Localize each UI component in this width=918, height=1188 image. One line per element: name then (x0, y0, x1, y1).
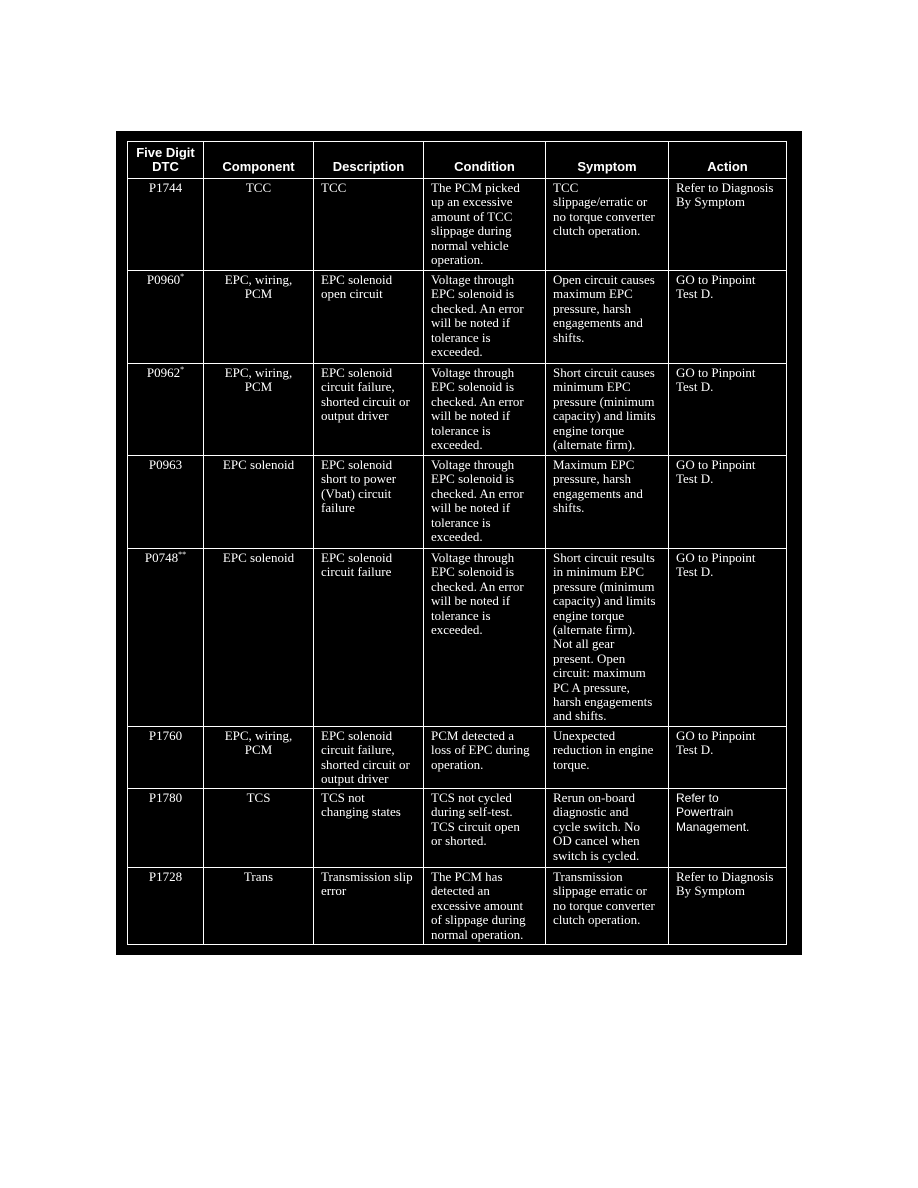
symptom-cell (546, 727, 669, 789)
component-cell (204, 364, 314, 456)
dtc-footnote-mark: * (180, 365, 185, 374)
dtc-code-cell (128, 789, 204, 868)
component-cell (204, 179, 314, 271)
dtc-code: P1760 (148, 728, 183, 743)
component-cell (204, 271, 314, 364)
condition-cell (424, 364, 546, 456)
condition-cell (424, 271, 546, 364)
component-cell-text: EPC solenoid (222, 457, 295, 472)
description-cell (314, 789, 424, 868)
condition-cell (424, 549, 546, 727)
symptom-cell (546, 364, 669, 456)
table-row (128, 271, 787, 364)
description-cell-text: Transmission slip error (321, 869, 413, 899)
component-cell-text: TCS (246, 790, 271, 805)
dtc-code: P0963 (148, 457, 183, 472)
table-row (128, 456, 787, 549)
description-cell-text: TCC (321, 180, 347, 195)
dtc-code-cell (128, 179, 204, 271)
dtc-table-body (128, 179, 787, 945)
description-cell-text: EPC solenoid circuit failure, shorted circuit or output driver (321, 365, 410, 424)
condition-cell-text: Voltage through EPC solenoid is checked. An error will be noted if tolerance is exceeded. (431, 457, 524, 545)
condition-cell (424, 789, 546, 868)
action-cell (669, 549, 787, 727)
header-row (128, 142, 787, 179)
symptom-cell (546, 549, 669, 727)
table-row (128, 364, 787, 456)
component-cell (204, 549, 314, 727)
action-cell (669, 364, 787, 456)
header-component: Component (204, 142, 314, 179)
condition-cell (424, 179, 546, 271)
description-cell (314, 271, 424, 364)
description-cell (314, 868, 424, 945)
dtc-code: P1780 (148, 790, 183, 805)
component-cell-text: TCC (245, 180, 272, 195)
component-cell (204, 727, 314, 789)
table-row (128, 549, 787, 727)
dtc-code-cell (128, 364, 204, 456)
dtc-code: P0960 (146, 272, 181, 287)
dtc-code-cell (128, 549, 204, 727)
table-row (128, 727, 787, 789)
action-cell-text: GO to Pinpoint Test D. (676, 457, 756, 487)
symptom-cell-text: Open circuit causes maximum EPC pressure, harsh engagements and shifts. (553, 272, 655, 345)
description-cell (314, 727, 424, 789)
component-cell-text: EPC, wiring, PCM (224, 272, 293, 302)
symptom-cell-text: Short circuit results in minimum EPC pressure (minimum capacity) and limits engine torque (alternate firm). Not all gear present. Open circuit: maximum PC A pressure, harsh engagements and shifts. (553, 550, 656, 724)
symptom-cell (546, 179, 669, 271)
description-cell-text: TCS not changing states (321, 790, 401, 820)
symptom-cell-text: Transmission slippage erratic or no torque converter clutch operation. (553, 869, 655, 928)
action-cell-text: GO to Pinpoint Test D. (676, 728, 756, 758)
description-cell (314, 364, 424, 456)
action-cell-text: Refer to Diagnosis By Symptom (676, 869, 774, 899)
header-condition: Condition (424, 142, 546, 179)
dtc-footnote-mark: ** (178, 550, 187, 559)
action-cell-text: GO to Pinpoint Test D. (676, 550, 756, 580)
description-cell (314, 179, 424, 271)
condition-cell (424, 727, 546, 789)
header-action: Action (669, 142, 787, 179)
dtc-footnote-mark: * (180, 272, 185, 281)
action-cell (669, 271, 787, 364)
dtc-code-cell (128, 456, 204, 549)
component-cell-text: EPC, wiring, PCM (224, 365, 293, 395)
component-cell (204, 868, 314, 945)
symptom-cell-text: Short circuit causes minimum EPC pressure (minimum capacity) and limits engine torque (alternate firm). (553, 365, 656, 453)
action-cell (669, 727, 787, 789)
symptom-cell-text: Unexpected reduction in engine torque. (553, 728, 654, 772)
description-cell-text: EPC solenoid circuit failure, shorted circuit or output driver (321, 728, 410, 787)
component-cell (204, 789, 314, 868)
condition-cell-text: Voltage through EPC solenoid is checked. An error will be noted if tolerance is exceeded. (431, 272, 524, 360)
description-cell-text: EPC solenoid circuit failure (321, 550, 393, 580)
action-cell (669, 179, 787, 271)
description-cell-text: EPC solenoid short to power (Vbat) circuit failure (321, 457, 397, 516)
table-row (128, 179, 787, 271)
description-cell (314, 456, 424, 549)
condition-cell-text: The PCM picked up an excessive amount of TCC slippage during normal vehicle operation. (431, 180, 520, 268)
condition-cell-text: TCS not cycled during self-test. TCS circuit open or shorted. (431, 790, 520, 849)
action-cell-text: Refer to Diagnosis By Symptom (676, 180, 774, 210)
condition-cell-text: PCM detected a loss of EPC during operation. (431, 728, 530, 772)
symptom-cell (546, 789, 669, 868)
condition-cell (424, 456, 546, 549)
header-symptom: Symptom (546, 142, 669, 179)
dtc-code: P1728 (148, 869, 183, 884)
dtc-code: P1744 (148, 180, 183, 195)
dtc-code-cell (128, 727, 204, 789)
dtc-code-cell (128, 868, 204, 945)
action-cell-text: GO to Pinpoint Test D. (676, 365, 756, 395)
action-cell (669, 868, 787, 945)
symptom-cell-text: TCC slippage/erratic or no torque converter clutch operation. (553, 180, 655, 239)
condition-cell-text: Voltage through EPC solenoid is checked. An error will be noted if tolerance is exceeded. (431, 365, 524, 453)
dtc-code: P0748 (144, 550, 179, 565)
component-cell-text: EPC solenoid (222, 550, 295, 565)
symptom-cell-text: Maximum EPC pressure, harsh engagements and shifts. (553, 457, 643, 516)
header-description: Description (314, 142, 424, 179)
table-row (128, 789, 787, 868)
condition-cell-text: Voltage through EPC solenoid is checked. An error will be noted if tolerance is exceeded. (431, 550, 524, 638)
description-cell (314, 549, 424, 727)
dtc-table (127, 141, 787, 945)
condition-cell-text: The PCM has detected an excessive amount of slippage during normal operation. (431, 869, 526, 942)
action-cell-text: Refer to Powertrain Management. (676, 791, 750, 834)
action-cell (669, 456, 787, 549)
dtc-code: P0962 (146, 365, 181, 380)
header-dtc: Five Digit DTC (128, 142, 204, 179)
action-cell (669, 789, 787, 868)
symptom-cell (546, 456, 669, 549)
dtc-code-cell (128, 271, 204, 364)
symptom-cell (546, 271, 669, 364)
component-cell (204, 456, 314, 549)
dtc-table-panel (116, 131, 802, 955)
table-row (128, 868, 787, 945)
component-cell-text: Trans (243, 869, 274, 884)
symptom-cell-text: Rerun on-board diagnostic and cycle switch. No OD cancel when switch is cycled. (553, 790, 641, 863)
condition-cell (424, 868, 546, 945)
action-cell-text: GO to Pinpoint Test D. (676, 272, 756, 302)
symptom-cell (546, 868, 669, 945)
description-cell-text: EPC solenoid open circuit (321, 272, 393, 302)
component-cell-text: EPC, wiring, PCM (224, 728, 293, 758)
